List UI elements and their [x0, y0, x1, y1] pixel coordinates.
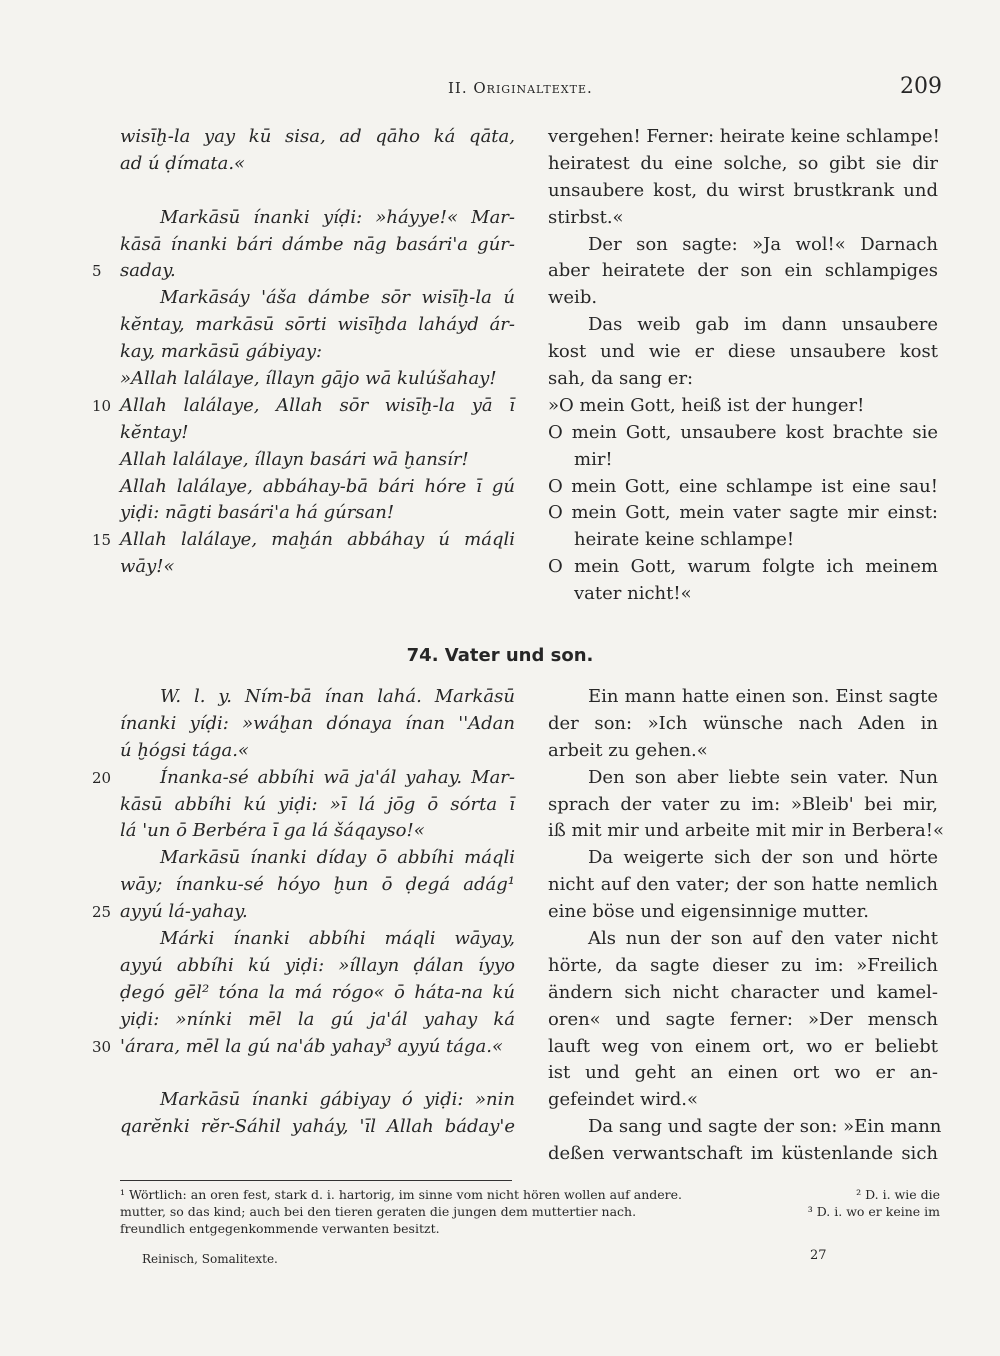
text-line: Das weib gab im dann unsaubere [588, 314, 938, 336]
footnote-line [120, 1220, 940, 1237]
text-line: hörte, da sagte dieser zu im: »Freilich [548, 954, 938, 976]
text-line: wāy; ínanku-sé hóyo ḫun ō ḍegá adág¹ [120, 874, 515, 896]
text-line: eine böse und eigensinnige mutter. [548, 901, 869, 923]
text-line: iß mit mir und arbeite mit mir in Berbera!« [548, 820, 944, 842]
text-line: kāsā ínanki bári dámbe nāg basári'a gúr- [120, 233, 515, 255]
text-line: Da sang und sagte der son: »Ein mann [588, 1116, 942, 1138]
header-title: II. Originaltexte. [448, 79, 593, 97]
text-line: Allah lalálaye, maḫán abbáhay ú máqli 15 [92, 529, 515, 551]
text-line: Allah lalálaye, Allah sōr wisīḫ-la yā ī 10 [92, 394, 515, 416]
text-line: Den son aber liebte sein vater. Nun [588, 766, 938, 788]
text-line: ändern sich nicht character und kamel- [548, 981, 938, 1003]
text-line: O mein Gott, eine schlampe ist eine sau! [548, 475, 938, 497]
text-line: ínanki yíḍi: »wáḫan dónaya ínan ''Adan [120, 712, 515, 734]
text-line: vergehen! Ferner: heirate keine schlampe! [548, 126, 940, 147]
text-line: yiḍi: »nínki mēl la gú ja'ál yahay ká [120, 1008, 515, 1030]
text-line: Allah lalálaye, íllayn basári wā ḫansír! [120, 448, 469, 470]
text-line: ayyú lá-yahay. 25 [92, 901, 248, 923]
text-line: Markāsū ínanki díday ō abbíhi máqli [160, 847, 515, 869]
text-line: ayyú abbíhi kú yiḍi: »íllayn ḍálan íyyo [120, 954, 515, 976]
text-line: unsaubere kost, du wirst brustkrank und [548, 179, 938, 201]
text-line: Allah lalálaye, abbáhay-bā bári hóre ī gú [120, 475, 515, 497]
text-line: sah, da sang er: [548, 368, 694, 390]
text-line [120, 1060, 515, 1087]
text-line: deßen verwantschaft im küstenlande sich [548, 1143, 938, 1165]
text-line: saday. 5 [92, 260, 176, 282]
text-line: wāy!« [120, 556, 175, 578]
text-line: Ínanka-sé abbíhi wā ja'ál yahay. Mar- 20 [92, 766, 515, 788]
footnote-3-start: ³ D. i. wo er keine im [807, 1204, 940, 1219]
text-line: Als nun der son auf den vater nicht [588, 928, 938, 950]
german-text-bottom [548, 684, 944, 1168]
text-line: nicht auf den vater; der son hatte nemlich [548, 874, 938, 896]
text-line: 'árara, mēl la gú na'áb yahay³ ayyú tága.« 30 [92, 1035, 503, 1057]
page-number: 209 [900, 74, 942, 99]
text-line: kĕntay, markāsū sōrti wisīḫda laháyd ár- [120, 314, 515, 336]
text-line: qarĕnki rĕr-Sáhil yaháy, 'īl Allah báday'e [120, 1116, 515, 1138]
text-line: Márki ínanki abbíhi máqli wāyay, [160, 928, 515, 950]
sheet-number: 27 [810, 1248, 827, 1263]
text-line: W. l. y. Ním-bā ínan lahá. Markāsū [160, 686, 515, 707]
somali-text-bottom [92, 684, 515, 1141]
text-line: weib. [548, 287, 598, 309]
text-line: ḍegó gēl² tóna la má rógo« ō háta-na kú [120, 981, 515, 1003]
text-line: ad ú ḍímata.« [120, 152, 246, 174]
text-line: heirate keine schlampe! [574, 529, 795, 551]
text-line: stirbst.« [548, 206, 624, 228]
text-line: der son: »Ich wünsche nach Aden in [548, 712, 938, 734]
text-line: sprach der vater zu im: »Bleib' bei mir, [548, 793, 938, 815]
footnote-line [120, 1186, 940, 1203]
text-line: Ein mann hatte einen son. Einst sagte [588, 686, 938, 707]
text-line: kĕntay! [120, 421, 189, 443]
text-line: Markāsáy 'áša dámbe sōr wisīḫ-la ú [160, 287, 515, 309]
text-line: lauft weg von einem ort, wo er beliebt [548, 1035, 938, 1057]
text-line: kāsū abbíhi kú yiḍi: »ī lá jōg ō sórta ī [120, 793, 515, 815]
text-line: »Allah lalálaye, íllayn gājo wā kulúšahay! [120, 368, 497, 390]
footnote-3-cont: freundlich entgegenkommende verwanten besitzt. [120, 1221, 440, 1236]
text-line: gefeindet wird.« [548, 1089, 698, 1111]
text-line: arbeit zu gehen.« [548, 739, 708, 761]
text-line: Markāsū ínanki gábiyay ó yiḍi: »nin [160, 1089, 515, 1111]
text-line: kay, markāsū gábiyay: [120, 341, 323, 363]
text-line: kost und wie er diese unsaubere kost [548, 341, 938, 363]
footnote-line [120, 1203, 940, 1220]
text-line: ú ḫógsi tága.« [120, 739, 249, 761]
text-line: wisīḫ-la yay kū sisa, ad qāho ká qāta, [120, 126, 515, 147]
text-line: O mein Gott, warum folgte ich meinem [548, 556, 938, 578]
text-line: mir! [574, 448, 613, 470]
footnotes [120, 1186, 940, 1237]
footnote-2-start: ² D. i. wie die [856, 1187, 940, 1202]
text-line: O mein Gott, mein vater sagte mir einst: [548, 502, 938, 524]
text-line: O mein Gott, unsaubere kost brachte sie [548, 421, 938, 443]
footnote-rule [120, 1180, 512, 1181]
text-line: Da weigerte sich der son und hörte [588, 847, 938, 869]
text-line: »O mein Gott, heiß ist der hunger! [548, 394, 865, 416]
text-line: lá 'un ō Berbéra ī ga lá šáqayso!« [120, 820, 425, 842]
printer-signature: Reinisch, Somalitexte. [142, 1252, 278, 1266]
text-line: ist und geht an einen ort wo er an- [548, 1062, 938, 1084]
text-line: vater nicht!« [574, 583, 692, 605]
text-line: aber heiratete der son ein schlampiges [548, 260, 938, 282]
text-line: Markāsū ínanki yíḍi: »háyye!« Mar- [160, 206, 515, 228]
german-text-top [548, 124, 938, 608]
somali-text-top [92, 124, 515, 581]
section-title: 74. Vater und son. [406, 645, 594, 666]
text-line: heiratest du eine solche, so gibt sie dir [548, 152, 938, 174]
text-line: yiḍi: nāgti basári'a há gúrsan! [120, 502, 395, 524]
text-line: oren« und sagte ferner: »Der mensch [548, 1008, 938, 1030]
text-line: Der son sagte: »Ja wol!« Darnach [588, 233, 938, 255]
footnote-1: ¹ Wörtlich: an oren fest, stark d. i. hartorig, im sinne vom nicht hören wollen auf andere. [120, 1187, 682, 1202]
text-line [120, 178, 515, 205]
footnote-2-cont: mutter, so das kind; auch bei den tieren geraten die jungen dem muttertier nach. [120, 1204, 637, 1219]
